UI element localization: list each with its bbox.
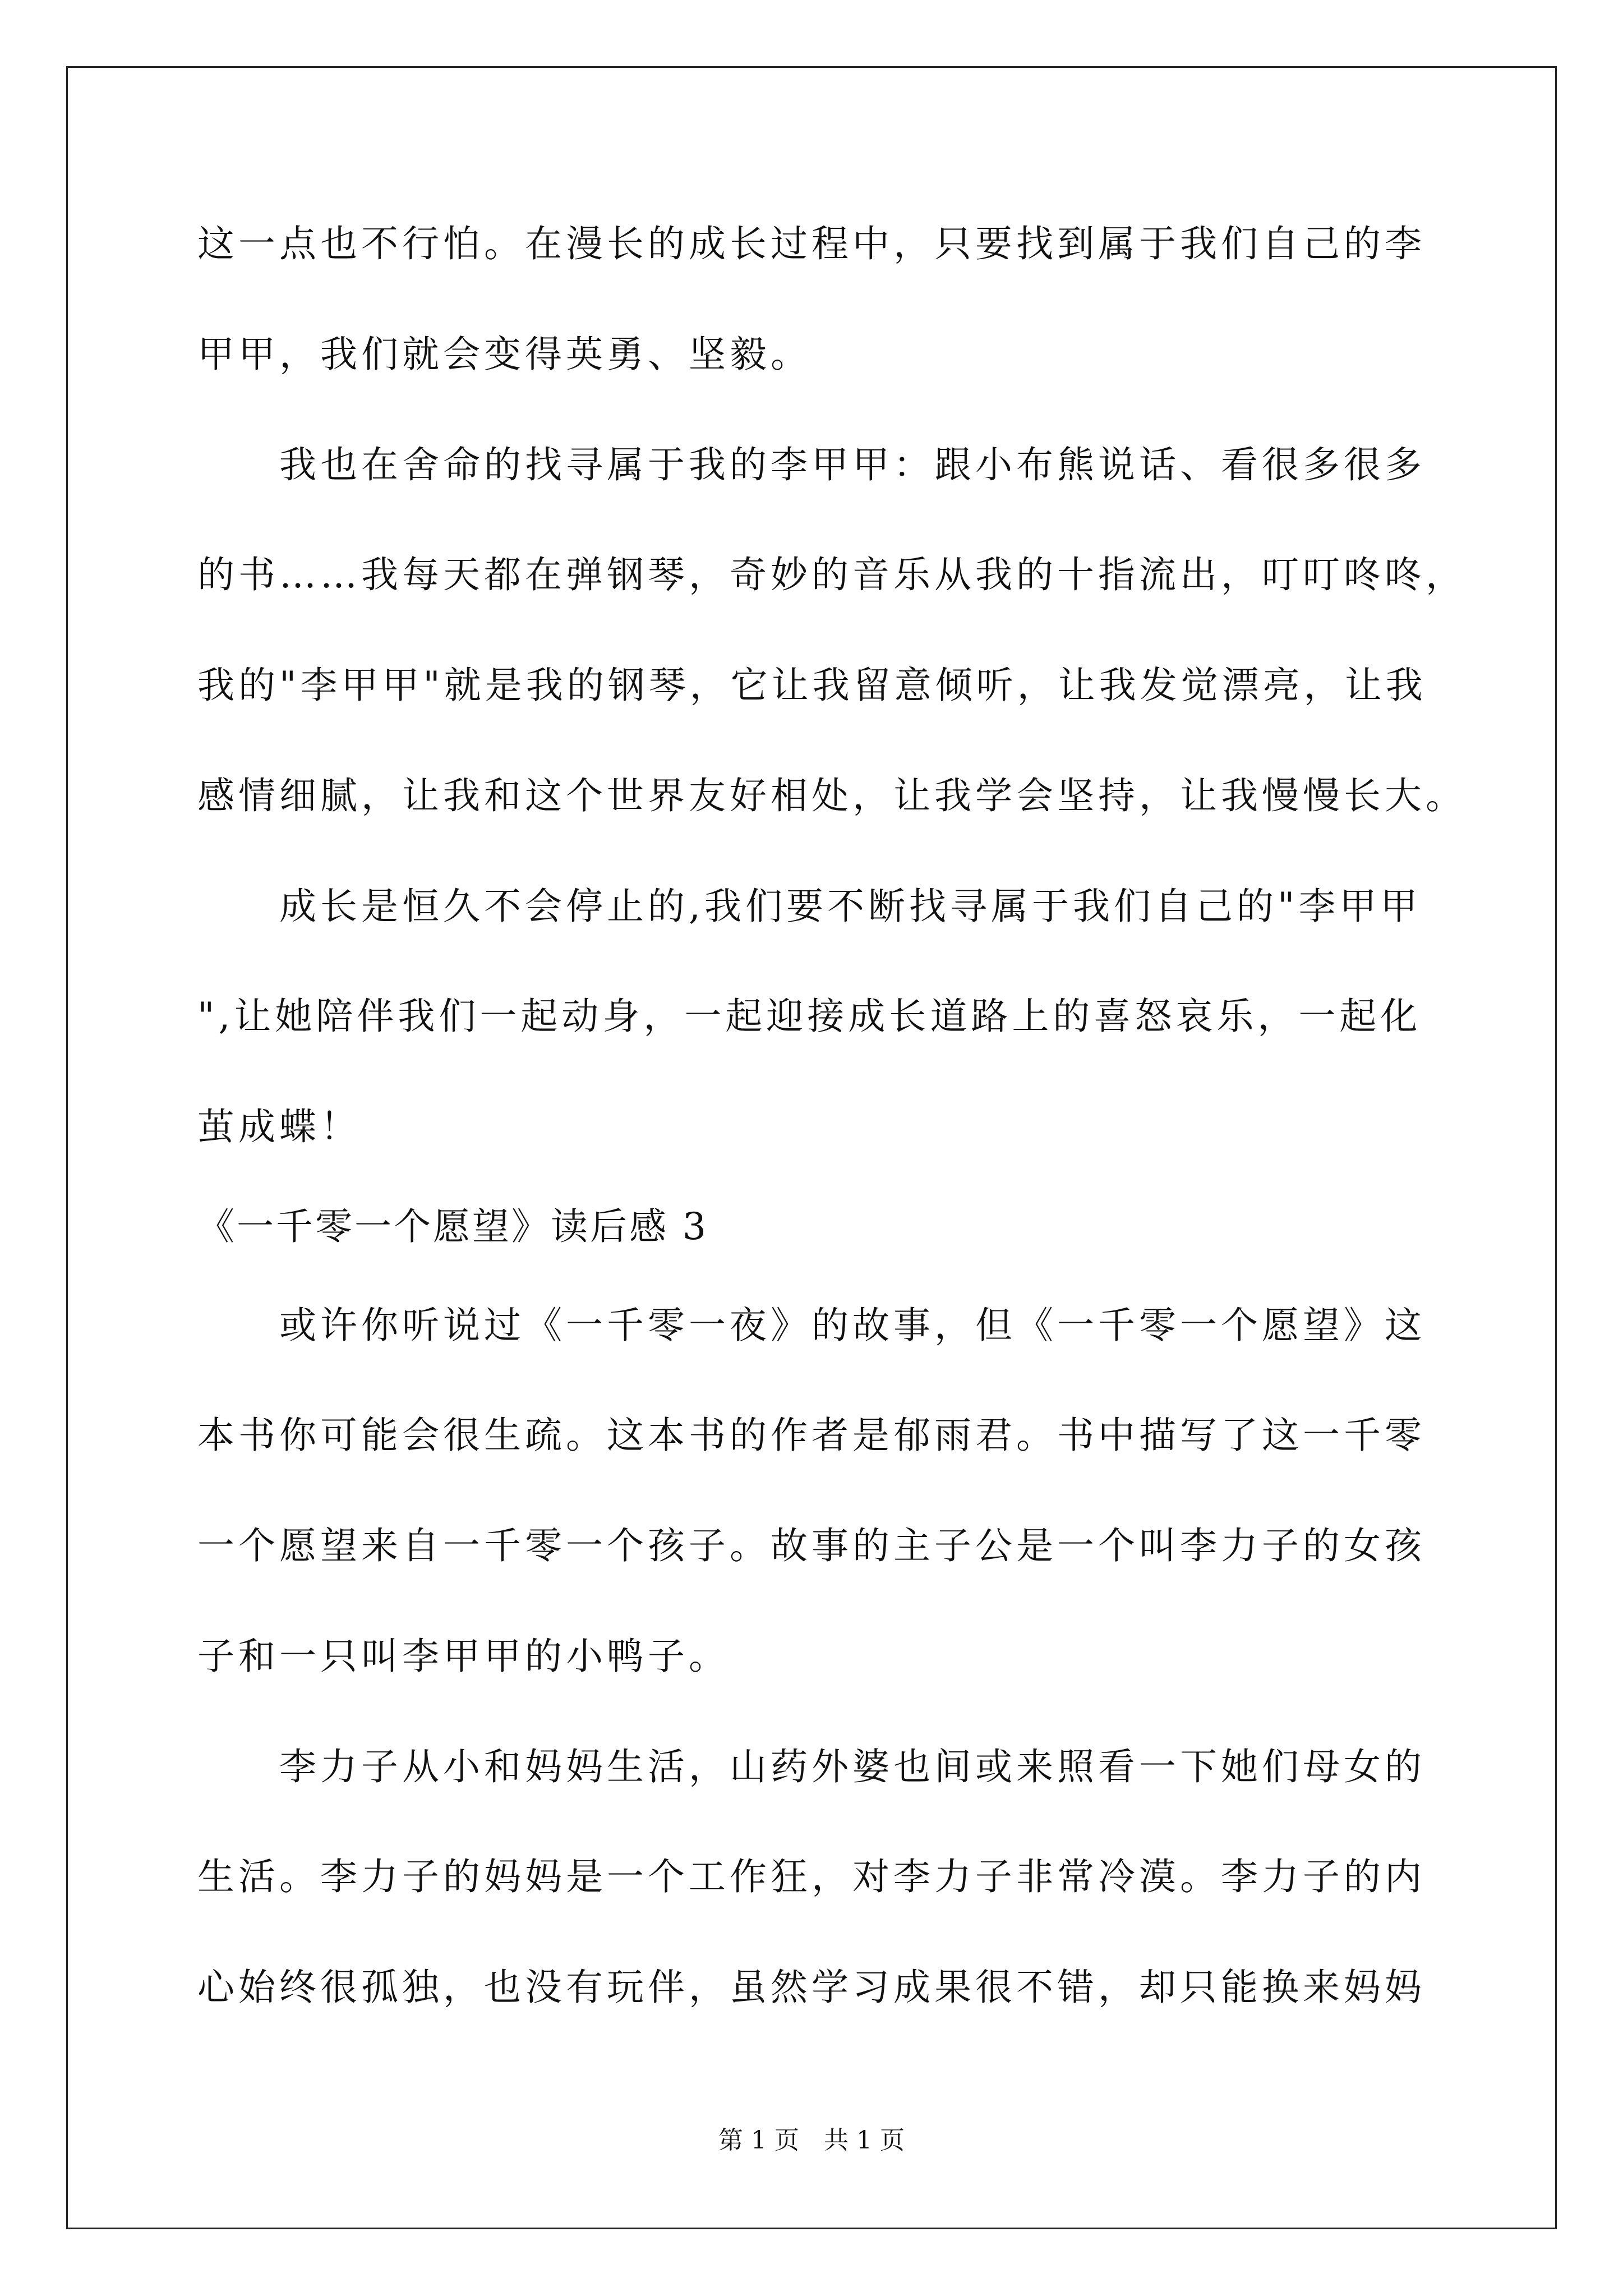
text-line: 这一点也不行怕。在漫长的成长过程中，只要找到属于我们自己的李 (197, 222, 1426, 265)
text-line: 的书……我每天都在弹钢琴，奇妙的音乐从我的十指流出，叮叮咚咚， (197, 553, 1467, 596)
text-line: 茧成蝶！ (197, 1105, 361, 1148)
text-line: 本书你可能会很生疏。这本书的作者是郁雨君。书中描写了这一千零 (197, 1414, 1426, 1457)
text-line: 一个愿望来自一千零一个孩子。故事的主子公是一个叫李力子的女孩 (197, 1524, 1426, 1567)
text-line: 我也在舍命的找寻属于我的李甲甲：跟小布熊说话、看很多很多 (197, 443, 1426, 486)
page-footer: 第 1 页 共 1 页 (718, 2126, 905, 2155)
text-line: ",让她陪伴我们一起动身，一起迎接成长道路上的喜怒哀乐，一起化 (197, 995, 1422, 1038)
text-line: 甲甲，我们就会变得英勇、坚毅。 (197, 333, 811, 376)
text-line: 子和一只叫李甲甲的小鸭子。 (197, 1635, 730, 1678)
text-line: 生活。李力子的妈妈是一个工作狂，对李力子非常冷漠。李力子的内 (197, 1855, 1426, 1898)
text-line: 心始终很孤独，也没有玩伴，虽然学习成果很不错，却只能换来妈妈 (197, 1966, 1426, 2009)
text-line: 或许你听说过《一千零一夜》的故事，但《一千零一个愿望》这 (197, 1304, 1426, 1347)
text-line: 我的"李甲甲"就是我的钢琴，它让我留意倾听，让我发觉漂亮，让我 (197, 664, 1427, 707)
text-line: 感情细腻，让我和这个世界友好相处，让我学会坚持，让我慢慢长大。 (197, 774, 1467, 817)
text-line: 李力子从小和妈妈生活，山药外婆也间或来照看一下她们母女的 (197, 1745, 1426, 1788)
section-heading: 《一千零一个愿望》读后感 3 (197, 1205, 708, 1248)
text-line: 成长是恒久不会停止的,我们要不断找寻属于我们自己的"李甲甲 (197, 885, 1422, 928)
